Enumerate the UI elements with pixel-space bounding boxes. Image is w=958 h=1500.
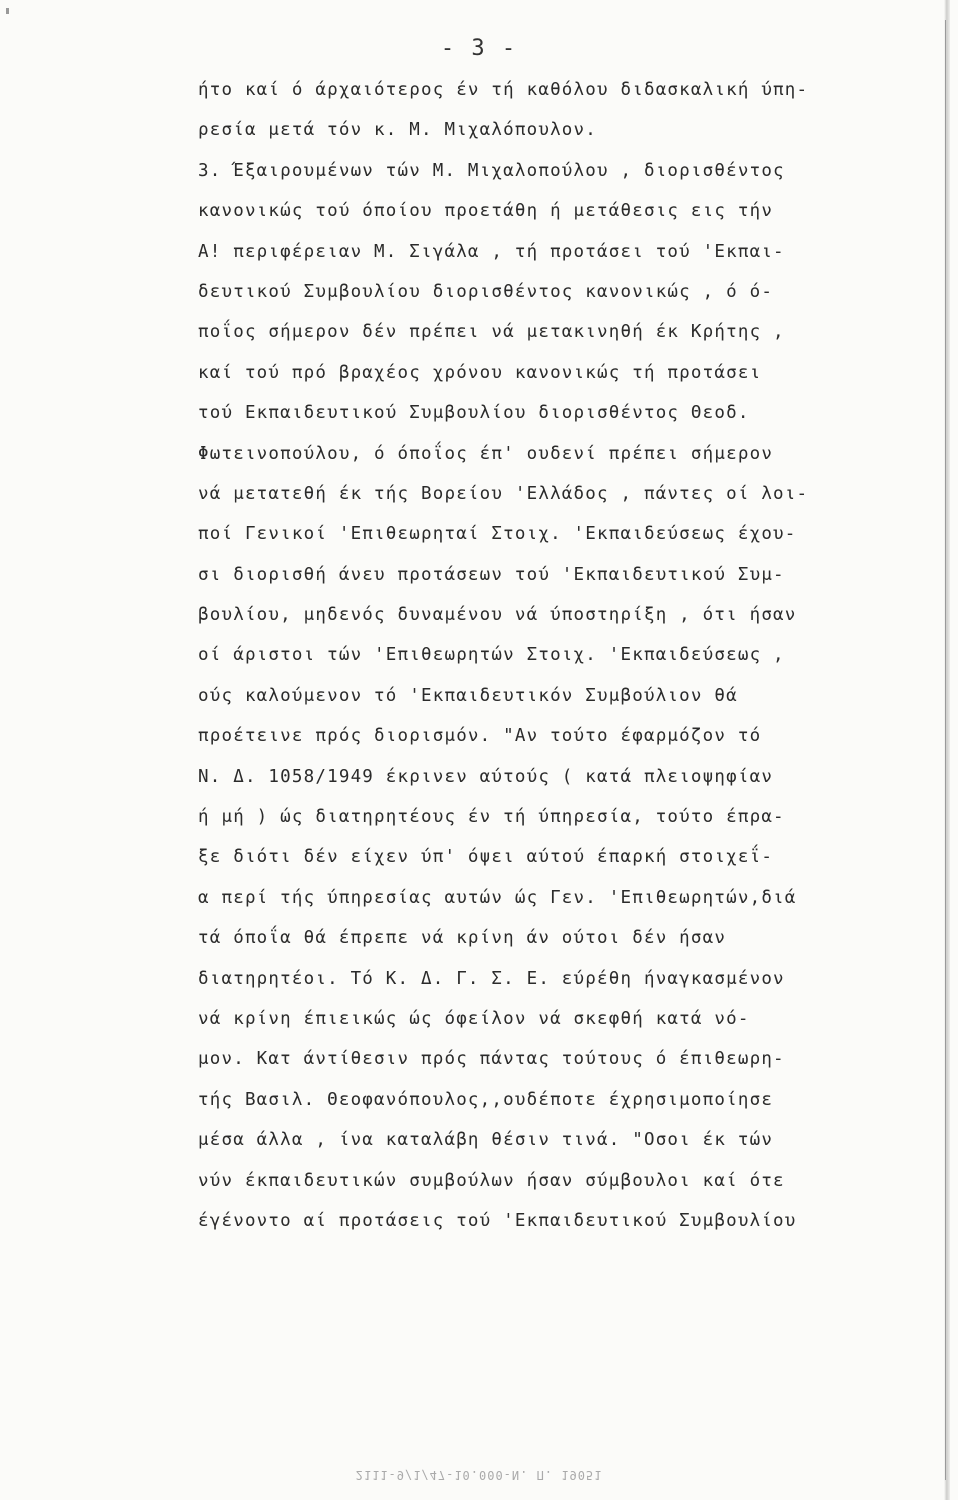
text-line: ούς καλούμενον τό 'Εκπαιδευτικόν Συμβούλιον θά bbox=[198, 685, 738, 706]
text-line: 3. Έξαιρουμένων τών Μ. Μιχαλοπούλου , διορισθέντος bbox=[198, 160, 785, 181]
text-line: δευτικού Συμβουλίου διορισθέντος κανονικώς , ό ό- bbox=[198, 281, 774, 302]
text-line: Α! περιφέρειαν Μ. Σιγάλα , τή προτάσει τού 'Εκπαι- bbox=[198, 241, 785, 262]
text-line: Ν. Δ. 1058/1949 έκρινεν αύτούς ( κατά πλειοψηφίαν bbox=[198, 766, 774, 787]
text-line: ή μή ) ώς διατηρητέους έν τή ύπηρεσία, τούτο έπρα- bbox=[198, 807, 785, 828]
text-line: κανονικώς τού όποίου προετάθη ή μετάθεσις εις τήν bbox=[198, 201, 774, 222]
text-line: βουλίου, μηδενός δυναμένου νά ύποστηρίξη , ότι ήσαν bbox=[198, 605, 797, 626]
text-line: διατηρητέοι. Τό Κ. Δ. Γ. Σ. Ε. εύρέθη ήναγκασμένον bbox=[198, 968, 785, 989]
text-line: νά μετατεθή έκ τής Βορείου 'Ελλάδος , πάντες οί λοι- bbox=[198, 483, 809, 504]
text-line: μον. Κατ άντίθεσιν πρός πάντας τούτους ό έπιθεωρη- bbox=[198, 1049, 785, 1070]
text-line: α περί τής ύπηρεσίας αυτών ώς Γεν. 'Επιθεωρητών,διά bbox=[198, 887, 797, 908]
typewritten-body bbox=[198, 70, 928, 1241]
text-line: έγένοντο αί προτάσεις τού 'Εκπαιδευτικού Συμβουλίου bbox=[198, 1210, 797, 1231]
text-line: τά όποΐα θά έπρεπε νά κρίνη άν ούτοι δέν ήσαν bbox=[198, 928, 727, 949]
text-line: νύν έκπαιδευτικών συμβούλων ήσαν σύμβουλοι καί ότε bbox=[198, 1170, 785, 1191]
text-line: προέτεινε πρός διορισμόν. "Αν τούτο έφαρμόζον τό bbox=[198, 726, 762, 747]
text-line: μέσα άλλα , ίνα καταλάβη θέσιν τινά. "Οσοι έκ τών bbox=[198, 1130, 774, 1151]
text-line: ήτο καί ό άρχαιότερος έν τή καθόλου διδασκαλική ύπη- bbox=[198, 80, 809, 100]
text-line: σι διορισθή άνευ προτάσεων τού 'Εκπαιδευτικού Συμ- bbox=[198, 564, 785, 585]
text-line: οί άριστοι τών 'Επιθεωρητών Στοιχ. 'Εκπαιδεύσεως , bbox=[198, 645, 785, 666]
text-line: τής Βασιλ. Θεοφανόπουλος,,ουδέποτε έχρησιμοποίησε bbox=[198, 1089, 774, 1110]
text-line: ποΐος σήμερον δέν πρέπει νά μετακινηθή έκ Κρήτης , bbox=[198, 322, 785, 343]
text-line: ποί Γενικοί 'Επιθεωρηταί Στοιχ. 'Εκπαιδεύσεως έχου- bbox=[198, 524, 797, 545]
printer-imprint: 2111-9/1/47-10.000-Ν. Π. 19051 bbox=[355, 1468, 603, 1482]
text-line: ξε διότι δέν είχεν ύπ' όψει αύτού έπαρκή στοιχεΐ- bbox=[198, 847, 774, 868]
text-line: νά κρίνη έπιεικώς ώς όφείλον νά σκεφθή κατά νό- bbox=[198, 1008, 750, 1029]
page-number: - 3 - bbox=[440, 36, 518, 61]
text-line: τού Εκπαιδευτικού Συμβουλίου διορισθέντος Θεοδ. bbox=[198, 403, 750, 424]
text-line: ρεσία μετά τόν κ. Μ. Μιχαλόπουλον. bbox=[198, 120, 598, 141]
scan-mark bbox=[6, 8, 9, 14]
text-line: καί τού πρό βραχέος χρόνου κανονικώς τή προτάσει bbox=[198, 362, 762, 383]
page-edge-line bbox=[945, 20, 946, 1480]
text-line: Φωτεινοπούλου, ό όποΐος έπ' ουδενί πρέπει σήμερον bbox=[198, 443, 774, 464]
